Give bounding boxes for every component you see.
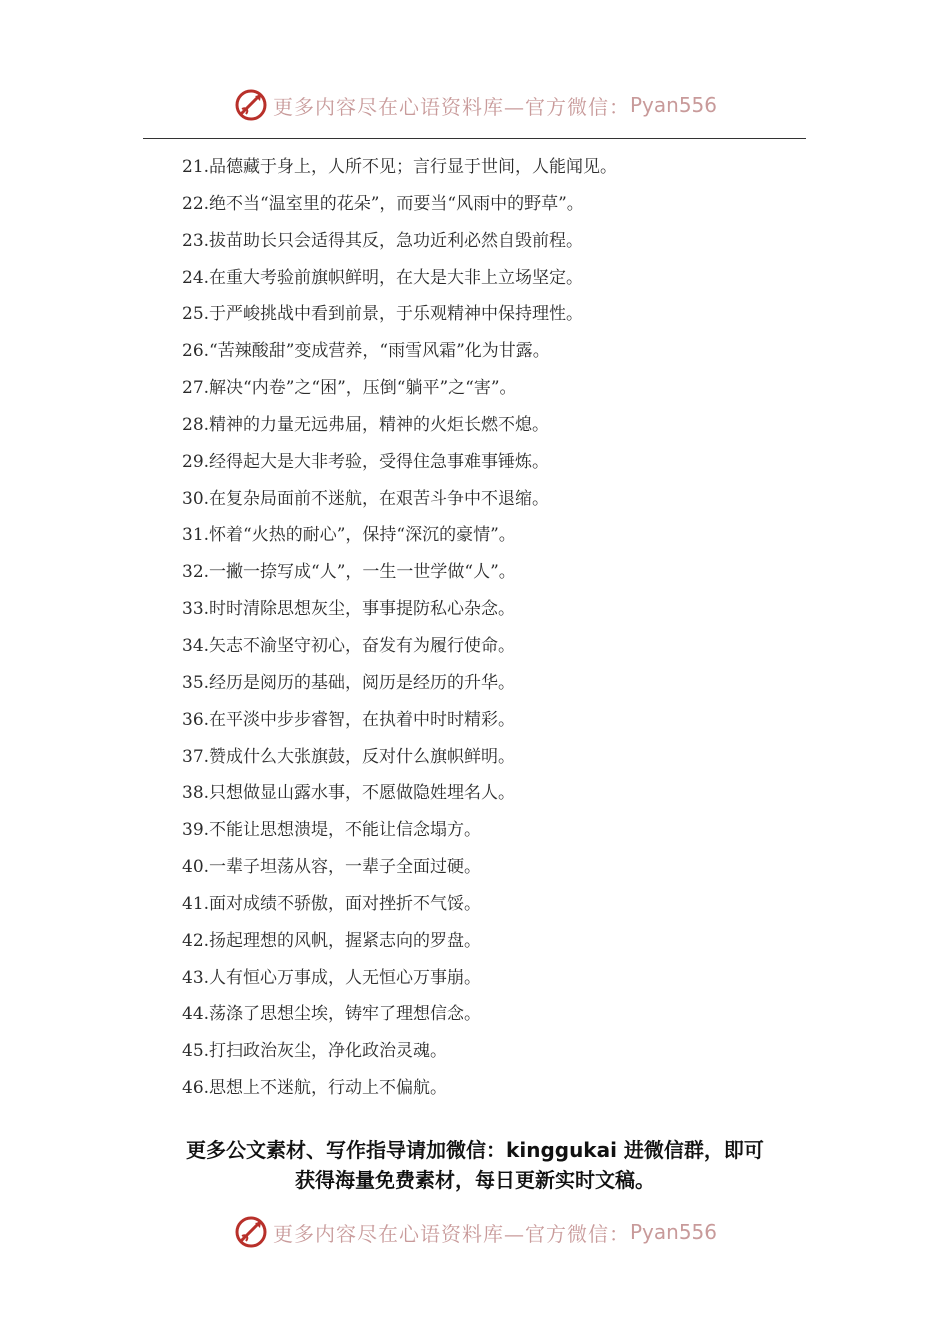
list-item: 37.赞成什么大张旗鼓，反对什么旗帜鲜明。 (182, 746, 516, 767)
list-item: 45.打扫政治灰尘，净化政治灵魂。 (182, 1041, 448, 1062)
header-banner-text: 更多内容尽在心语资料库—官方微信： (272, 94, 630, 119)
list-item: 24.在重大考验前旗帜鲜明，在大是大非上立场坚定。 (182, 267, 584, 288)
promo-text (0, 1135, 950, 1195)
footer-banner-text: 更多内容尽在心语资料库—官方微信： (272, 1221, 630, 1246)
list-item: 36.在平淡中步步睿智，在执着中时时精彩。 (182, 709, 516, 730)
header-banner-contact: Pyan556 (629, 93, 717, 117)
list-item: 43.人有恒心万事成，人无恒心万事崩。 (182, 967, 482, 988)
list-item: 34.矢志不渝坚守初心，奋发有为履行使命。 (182, 635, 516, 656)
list-item: 21.品德藏于身上，人所不见；言行显于世间，人能闻见。 (182, 157, 618, 177)
list-item: 22.绝不当“温室里的花朵”，而要当“风雨中的野草”。 (182, 193, 584, 214)
list-item: 46.思想上不迷航，行动上不偏航。 (182, 1078, 448, 1099)
list-item: 31.怀着“火热的耐心”，保持“深沉的豪情”。 (182, 525, 516, 546)
quote-list (182, 149, 617, 1107)
pen-logo-icon (233, 87, 269, 123)
header-divider (143, 138, 806, 139)
list-item: 29.经得起大是大非考验，受得住急事难事锤炼。 (182, 451, 550, 472)
list-item: 26.“苦辣酸甜”变成营养，“雨雪风霜”化为甘露。 (182, 341, 550, 362)
list-item: 33.时时清除思想灰尘，事事提防私心杂念。 (182, 599, 516, 620)
pen-logo-icon (233, 1214, 269, 1250)
list-item: 40.一辈子坦荡从容，一辈子全面过硬。 (182, 857, 482, 878)
list-item: 25.于严峻挑战中看到前景，于乐观精神中保持理性。 (182, 304, 584, 325)
list-item: 35.经历是阅历的基础，阅历是经历的升华。 (182, 672, 516, 693)
list-item: 27.解决“内卷”之“困”，压倒“躺平”之“害”。 (182, 378, 517, 399)
list-item: 41.面对成绩不骄傲，面对挫折不气馁。 (182, 893, 482, 914)
list-item: 32.一撇一捺写成“人”，一生一世学做“人”。 (182, 562, 516, 583)
footer-banner-contact: Pyan556 (629, 1220, 717, 1244)
promo-line-1: 更多公文素材、写作指导请加微信：kinggukai 进微信群，即可 (186, 1138, 764, 1162)
list-item: 42.扬起理想的风帆，握紧志向的罗盘。 (182, 930, 482, 951)
list-item: 39.不能让思想溃堤，不能让信念塌方。 (182, 820, 482, 841)
list-item: 30.在复杂局面前不迷航，在艰苦斗争中不退缩。 (182, 488, 550, 509)
list-item: 38.只想做显山露水事，不愿做隐姓埋名人。 (182, 783, 516, 804)
promo-line-2: 获得海量免费素材，每日更新实时文稿。 (295, 1168, 655, 1192)
list-item: 28.精神的力量无远弗届，精神的火炬长燃不熄。 (182, 414, 550, 435)
list-item: 44.荡涤了思想尘埃，铸牢了理想信念。 (182, 1004, 482, 1025)
footer-banner (0, 1207, 950, 1257)
list-item: 23.拔苗助长只会适得其反，急功近利必然自毁前程。 (182, 230, 584, 251)
header-banner (0, 80, 950, 130)
